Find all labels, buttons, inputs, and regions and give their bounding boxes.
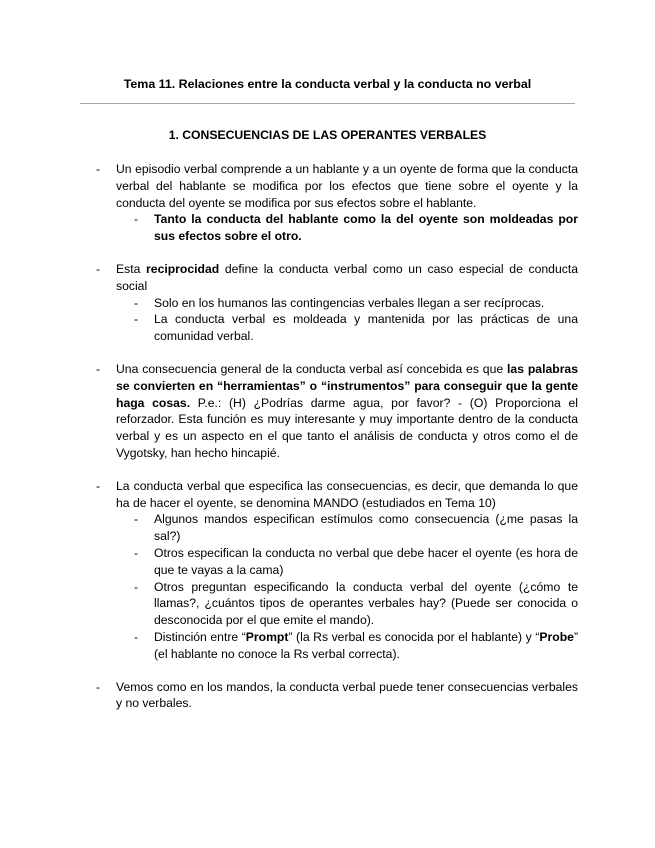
sub-item-text: Otros preguntan especificando la conducta verbal del oyente (¿cómo te llamas?, ¿cuántos tipos de operantes verbales hay? (Puede ser conocida o desconocida por el que emite el mando).	[154, 579, 578, 628]
section-heading: 1. CONSECUENCIAS DE LAS OPERANTES VERBALES	[168, 128, 487, 142]
item-text-bold: reciprocidad	[146, 261, 220, 276]
bullet-dash: -	[96, 361, 101, 376]
bullet-dash: -	[96, 261, 101, 276]
sub-bullet-dash: -	[134, 579, 139, 594]
sub-list-item	[96, 511, 578, 545]
sub-item-text: Algunos mandos especifican estímulos como consecuencia (¿me pasas la sal?)	[154, 512, 578, 544]
sub-list-item	[96, 545, 578, 579]
document-title: Tema 11. Relaciones entre la conducta verbal y la conducta no verbal	[123, 77, 532, 91]
bullet-dash: -	[96, 478, 101, 493]
sub-bullet-dash: -	[134, 629, 139, 644]
sub-list-item	[96, 579, 578, 629]
sub-item-bold-text: Tanto la conducta del hablante como la del oyente son moldeadas por sus efectos sobre el otro.	[154, 212, 578, 244]
sub-item-text: Otros especifican la conducta no verbal que debe hacer el oyente (es hora de que te vayas a la cama)	[154, 545, 578, 577]
sub-item-text-part: ” (la Rs verbal es conocida por el hablante) y “	[288, 629, 540, 644]
sub-item-text: Solo en los humanos las contingencias verbales llegan a ser recíprocas.	[154, 295, 545, 310]
item-text-pre: Una consecuencia general de la conducta verbal así concebida es que	[116, 361, 508, 376]
sub-list-item	[96, 295, 578, 312]
list-item	[96, 161, 578, 245]
list-item	[96, 261, 578, 345]
prompt-term: Prompt	[245, 629, 289, 644]
list-item	[96, 679, 578, 713]
sub-bullet-dash: -	[134, 295, 139, 310]
title-divider	[80, 103, 575, 104]
sub-list-item	[96, 211, 578, 245]
list-item	[96, 478, 578, 663]
sub-bullet-dash: -	[134, 312, 139, 327]
sub-bullet-dash: -	[134, 545, 139, 560]
sub-item-text-part: ” (el hablante no conoce la Rs verbal correcta).	[154, 629, 578, 661]
sub-list-item	[96, 311, 578, 345]
probe-term: Probe	[539, 629, 574, 644]
sub-item-text: La conducta verbal es moldeada y mantenida por las prácticas de una comunidad verbal.	[154, 312, 578, 344]
item-text: Un episodio verbal comprende a un hablante y a un oyente de forma que la conducta verbal del hablante se modifica por los efectos que tiene sobre el oyente y la conducta del oyente se modifica por sus efectos sobre el hablante.	[116, 162, 578, 210]
item-text-post: define la conducta verbal como un caso especial de conducta social	[116, 261, 578, 293]
sub-bullet-dash: -	[134, 212, 139, 227]
sub-item-text-part: Distinción entre “	[154, 629, 246, 644]
bullet-dash: -	[96, 679, 101, 694]
item-text: Vemos como en los mandos, la conducta verbal puede tener consecuencias verbales y no verbales.	[116, 679, 578, 711]
item-text-pre: Esta	[116, 261, 147, 276]
list-item	[96, 361, 578, 462]
sub-bullet-dash: -	[134, 512, 139, 527]
bullet-dash: -	[96, 162, 101, 176]
item-text: La conducta verbal que especifica las consecuencias, es decir, que demanda lo que ha de hacer el oyente, se denomina MANDO (estudiados en Tema 10)	[116, 478, 578, 510]
sub-list-item	[96, 629, 578, 663]
item-text-post: P.e.: (H) ¿Podrías darme agua, por favor? - (O) Proporciona el reforzador. Esta función es muy interesante y muy importante dentro de la conducta verbal y es un aspecto en el que tanto el análisis de conducta y otros como el de Vygotsky, han hecho hincapié.	[116, 395, 578, 460]
item-text-bold: las palabras se convierten en “herramientas” o “instrumentos” para conseguir que la gente haga cosas.	[116, 361, 578, 410]
document-body	[96, 161, 578, 712]
